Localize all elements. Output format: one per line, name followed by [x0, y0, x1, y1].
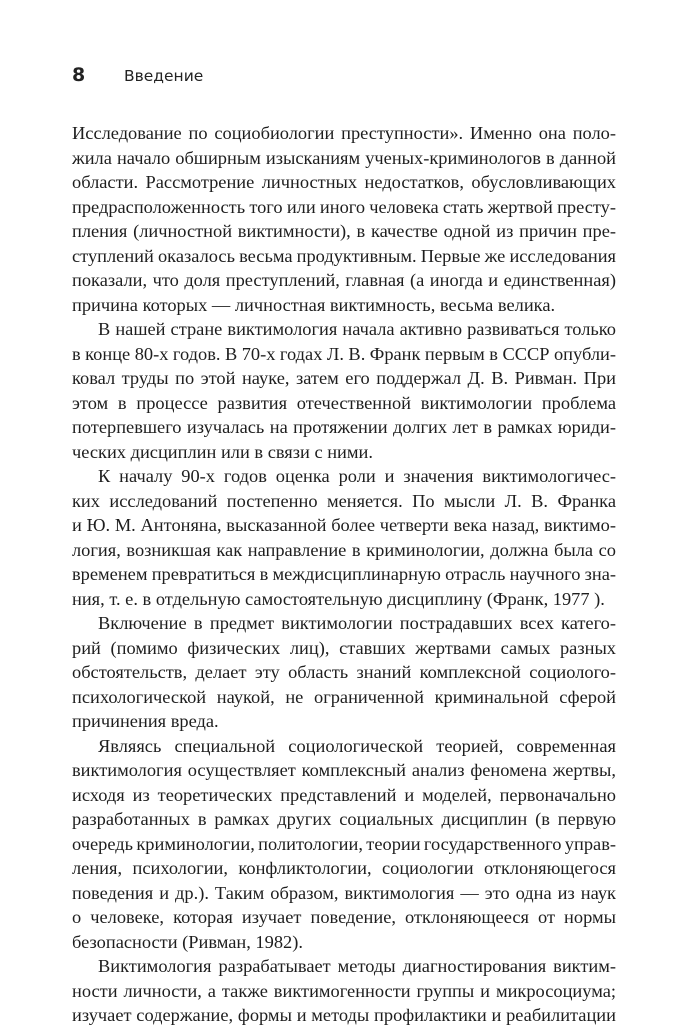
text-line: предрасположенность того или иного человека стать жертвой престу- [72, 196, 616, 217]
text-line: и Ю. М. Антоняна, высказанной более четверти века назад, виктимо- [72, 515, 616, 535]
paragraph [72, 954, 616, 1028]
text-line: безопасности (Ривман, 1982). [72, 931, 303, 952]
text-line: изучает содержание, формы и методы профилактики и реабилитации [72, 1005, 616, 1025]
text-line: В нашей стране виктимология начала активно развиваться только [98, 319, 616, 339]
section-title: Введение [124, 67, 204, 85]
text-line: психологической наукой, не ограниченной криминальной сферой [72, 686, 616, 707]
text-line: виктимология осуществляет комплексный анализ феномена жертвы, [72, 760, 616, 780]
text-line: области. Рассмотрение личностных недостатков, обусловливающих [72, 172, 616, 192]
text-line: ких исследований постепенно меняется. По мысли Л. В. Франка [72, 490, 616, 511]
text-line: причинения вреда. [72, 711, 219, 731]
text-line: причина которых — личностная виктимность, весьма велика. [72, 294, 556, 315]
text-line: показали, что доля преступлений, главная (а иногда и единственная) [72, 270, 616, 290]
body-text [72, 121, 616, 1028]
paragraph [72, 611, 616, 734]
text-line: ступлений оказалось весьма продуктивным. Первые же исследования [72, 245, 617, 266]
text-line: в конце 80-х годов. В 70-х годах Л. В. Франк первым в СССР опубли- [72, 343, 617, 364]
text-line: ческих дисциплин или в связи с ними. [72, 441, 373, 462]
text-line: временем превратиться в междисциплинарную отрасль научного зна- [72, 564, 617, 584]
text-line: жила начало обширным изысканиям ученых-криминологов в данной [72, 147, 616, 168]
text-line: о человеке, которая изучает поведение, отклоняющееся от нормы [72, 907, 616, 927]
text-line: пления (личностной виктимности), в качестве одной из причин пре- [72, 221, 616, 241]
text-line: потерпевшего изучалась на протяжении долгих лет в рамках юриди- [72, 417, 616, 437]
text-line: ковал труды по этой науке, затем его поддержал Д. В. Ривман. При [72, 368, 616, 388]
page-number: 8 [72, 64, 86, 86]
text-line: обстоятельств, делает эту область знаний комплексной социолого- [72, 662, 616, 682]
paragraph [72, 121, 616, 317]
running-header [72, 64, 203, 90]
text-line: исходя из теоретических представлений и моделей, первоначально [72, 784, 616, 805]
text-line: Виктимология разрабатывает методы диагностирования виктим- [98, 956, 616, 976]
text-line: К началу 90-х годов оценка роли и значения виктимологичес- [98, 466, 616, 486]
text-line: Включение в предмет виктимологии пострадавших всех катего- [98, 613, 616, 633]
paragraph [72, 317, 616, 464]
text-line: ности личности, а также виктимогенности группы и микросоциума; [72, 980, 616, 1001]
text-line: ния, т. е. в отдельную самостоятельную дисциплину (Франк, 1977 ). [72, 588, 605, 609]
paragraph [72, 464, 616, 611]
text-line: ления, психологии, конфликтологии, социологии отклоняющегося [72, 858, 616, 878]
text-line: поведения и др.). Таким образом, виктимология — это одна из наук [72, 882, 616, 903]
text-line: разработанных в рамках других социальных дисциплин (в первую [72, 809, 616, 829]
text-line: очередь криминологии, политологии, теории государственного управ- [72, 833, 617, 854]
text-line: Являясь специальной социологической теорией, современная [98, 735, 616, 756]
text-line: рий (помимо физических лиц), ставших жертвами самых разных [72, 637, 616, 658]
text-line: Исследование по социобиологии преступности». Именно она поло- [72, 123, 616, 143]
text-line: этом в процессе развития отечественной виктимологии проблема [72, 392, 616, 413]
text-line: логия, возникшая как направление в криминологии, должна была со [72, 539, 616, 560]
paragraph [72, 734, 616, 955]
